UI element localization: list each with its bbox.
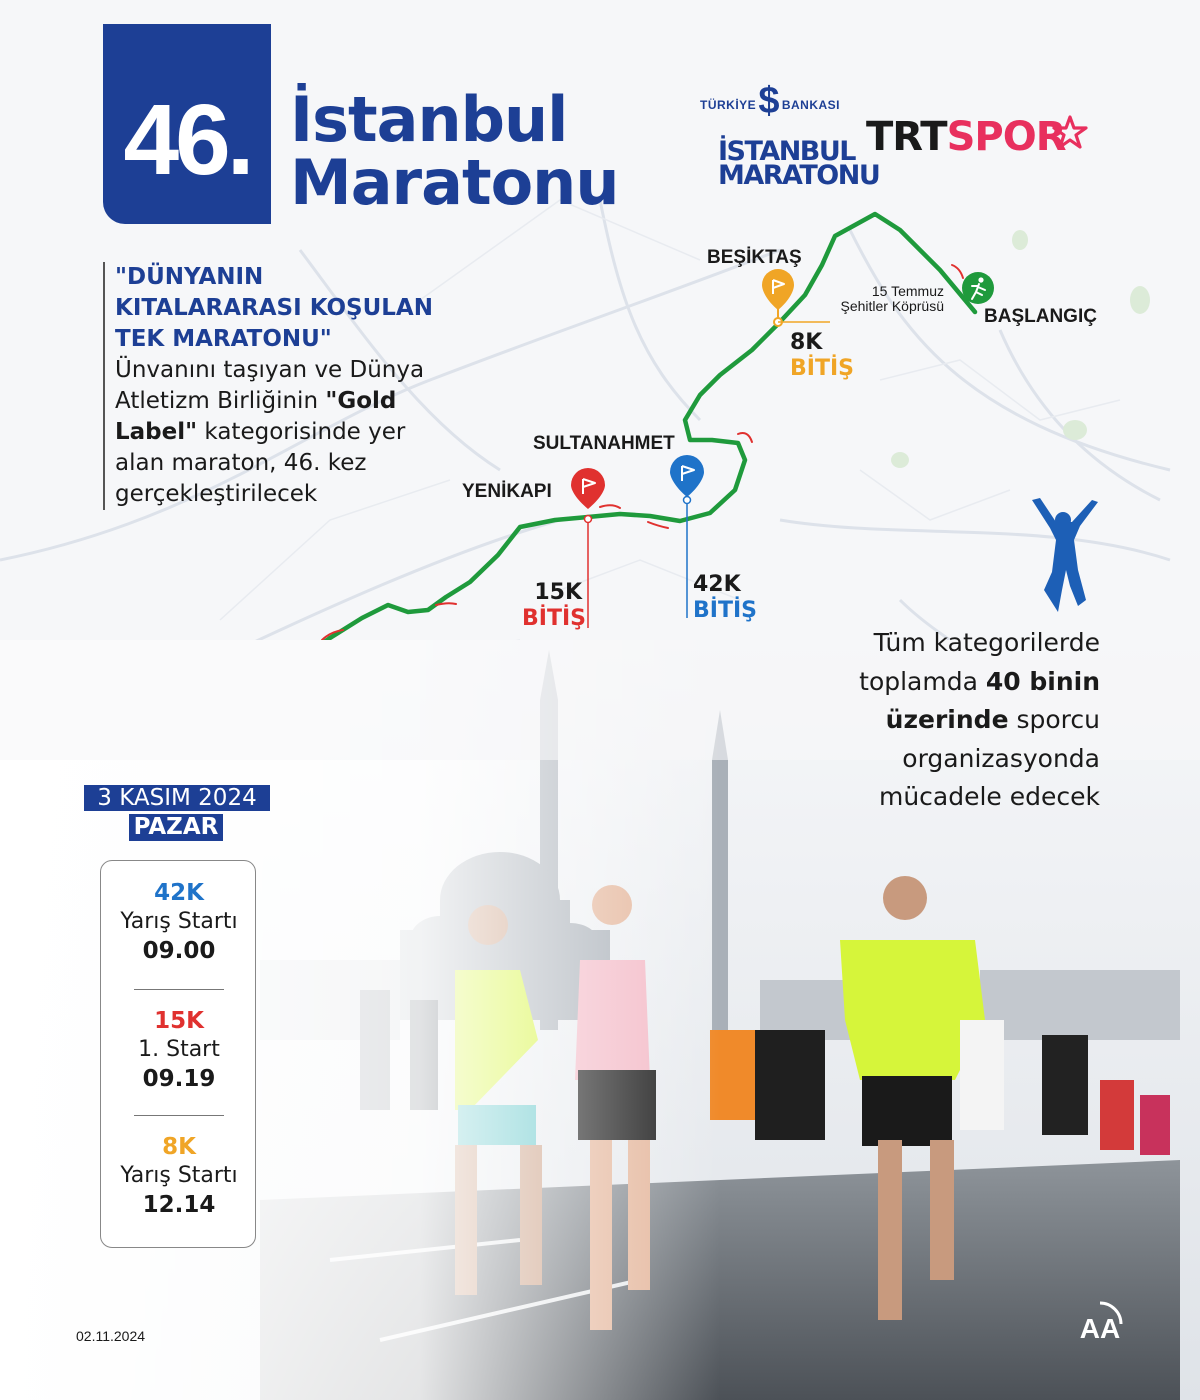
edition-number: 46. xyxy=(123,84,251,196)
event-date: 3 KASIM 2024 xyxy=(84,785,270,811)
body-line-3: Label" kategorisinde yer xyxy=(115,419,406,445)
marathon-logo-line-1: İSTANBUL xyxy=(718,136,856,167)
title-line-2: Maratonu xyxy=(290,146,619,219)
yenikapi-label: YENİKAPI xyxy=(462,481,552,502)
schedule-item-15k: 15K 1. Start 09.19 xyxy=(138,1008,220,1092)
trtspor-logo xyxy=(866,112,1066,162)
spor-text: SPOR xyxy=(946,114,1066,160)
trt-text: TRT xyxy=(866,114,947,160)
marathon-logo-line-2: MARATONU xyxy=(718,160,880,191)
page-title xyxy=(290,83,619,219)
finish-42k: 42K BİTİŞ xyxy=(693,572,757,623)
quote-line-3: TEK MARATONU" xyxy=(115,326,332,352)
aa-logo-icon xyxy=(1076,1300,1124,1344)
participants-statement: Tüm kategorilerde toplamda 40 binin üzerinde sporcu organizasyonda mücadele edecek xyxy=(859,628,1100,811)
divider xyxy=(134,1115,224,1116)
intro-text xyxy=(103,262,433,510)
body-line-5: gerçekleştirilecek xyxy=(115,481,318,507)
aa-text: AA xyxy=(1079,1313,1121,1344)
finish-15k: 15K BİTİŞ xyxy=(522,580,586,631)
quote-line-2: KITALARARASI KOŞULAN xyxy=(115,295,433,321)
schedule-card xyxy=(100,860,256,1248)
besiktas-label: BEŞİKTAŞ xyxy=(707,247,802,268)
sultanahmet-label: SULTANAHMET xyxy=(533,433,675,454)
isbank-right-text: BANKASI xyxy=(781,98,840,112)
intro-body xyxy=(115,355,433,510)
body-line-1: Ünvanını taşıyan ve Dünya xyxy=(115,357,425,383)
trt-star-icon xyxy=(1052,115,1088,151)
isbank-left-text: TÜRKİYE xyxy=(700,98,757,112)
start-icon xyxy=(962,272,994,304)
divider xyxy=(134,989,224,990)
body-line-4: alan maraton, 46. kez xyxy=(115,450,367,476)
finish-8k: 8K BİTİŞ xyxy=(790,330,854,381)
body-line-2: Atletizm Birliğinin "Gold xyxy=(115,388,397,414)
intro-quote xyxy=(115,262,433,355)
bridge-label: 15 Temmuz Şehitler Köprüsü xyxy=(840,283,944,314)
schedule-item-42k: 42K Yarış Startı 09.00 xyxy=(120,880,238,964)
isbank-marathon-logo xyxy=(700,80,880,195)
quote-line-1: "DÜNYANIN xyxy=(115,264,264,290)
start-label: BAŞLANGIÇ xyxy=(984,306,1097,327)
isbank-symbol: $ xyxy=(758,80,780,122)
title-line-1: İstanbul xyxy=(290,83,568,156)
publish-date: 02.11.2024 xyxy=(76,1328,146,1344)
event-day: PAZAR xyxy=(129,814,223,841)
schedule-item-8k: 8K Yarış Startı 12.14 xyxy=(120,1134,238,1218)
